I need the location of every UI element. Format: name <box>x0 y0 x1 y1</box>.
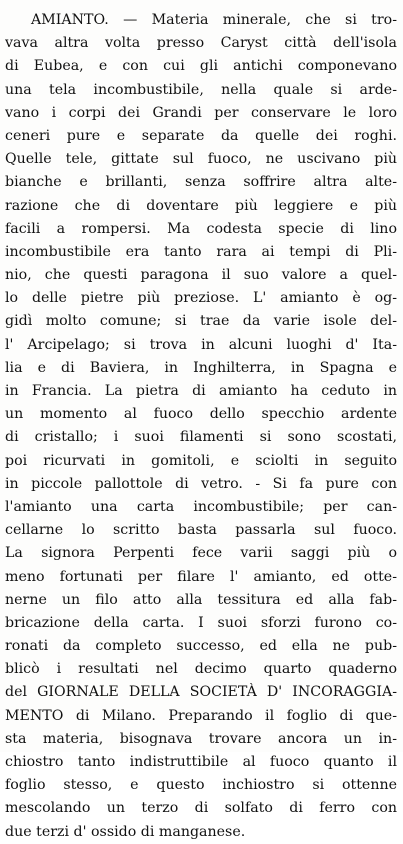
article-line: ceneri pure e separate da quelle dei roghi. <box>5 127 397 144</box>
article-line: gidì molto comune; si trae da varie isole del- <box>5 313 397 330</box>
article-line: l'amianto una carta incombustibile; per can- <box>5 498 397 515</box>
article-line: due terzi d' ossido di manganese. <box>5 823 246 840</box>
article-line: cellarne lo scritto basta passarla sul fuoco. <box>5 522 397 539</box>
article-line: facili a rompersi. Ma codesta specie di lino <box>5 220 397 237</box>
article-line: mescolando un terzo di solfato di ferro con <box>5 800 397 817</box>
article-line: una tela incombustibile, nella quale si arde- <box>5 81 397 98</box>
article-line: sta materia, bisognava trovare ancora un in- <box>5 730 397 747</box>
article-line: del GIORNALE DELLA SOCIETÀ D' INCORAGGIA- <box>5 684 397 701</box>
article-line: foglio stesso, e questo inchiostro si ottenne <box>5 777 397 794</box>
article-line: ronati da completo successo, ed ella ne pub- <box>5 638 397 655</box>
article-line: MENTO di Milano. Preparando il foglio di que- <box>5 707 397 724</box>
article-line: di Eubea, e con cui gli antichi componevano <box>5 58 397 75</box>
article-line: blicò i resultati nel decimo quarto quaderno <box>5 661 397 678</box>
article-line: AMIANTO. — Materia minerale, che si tro- <box>31 12 397 28</box>
article-line: di cristallo; i suoi filamenti si sono scostati, <box>5 429 397 446</box>
article-line: l' Arcipelago; si trova in alcuni luoghi d' Ita- <box>5 336 397 353</box>
article-line: lia e di Baviera, in Inghilterra, in Spagna e <box>5 359 397 376</box>
article-line: razione che di doventare più leggiere e più <box>5 197 397 214</box>
article-line: in Francia. La pietra di amianto ha ceduto in <box>5 383 397 399</box>
article-line: Quelle tele, gittate sul fuoco, ne uscivano più <box>5 151 397 168</box>
article-line: poi ricurvati in gomitoli, e sciolti in seguito <box>5 452 397 469</box>
article-line: bricazione della carta. I suoi sforzi furono co- <box>5 614 397 631</box>
amianto-article <box>5 9 397 844</box>
article-line: nerne un filo atto alla tessitura ed alla fab- <box>5 591 397 608</box>
article-line: un momento al fuoco dello specchio ardente <box>5 406 397 423</box>
article-line: vano i corpi dei Grandi per conservare le loro <box>5 104 397 121</box>
article-line: La signora Perpenti fece varii saggi più o <box>5 545 397 562</box>
article-line: incombustibile era tanto rara ai tempi di Pli- <box>5 243 397 260</box>
article-line: nio, che questi paragona il suo valore a quel- <box>5 267 397 284</box>
article-line: in piccole pallottole di vetro. - Si fa pure con <box>5 475 397 492</box>
article-line: lo delle pietre più preziose. L' amianto è og- <box>5 290 397 307</box>
article-line: meno fortunati per filare l' amianto, ed otte- <box>5 568 397 585</box>
article-line: vava altra volta presso Caryst città dell'isola <box>5 35 397 52</box>
article-line: bianche e brillanti, senza soffrire altra alte- <box>5 174 397 191</box>
article-line: chiostro tanto indistruttibile al fuoco quanto il <box>5 754 397 770</box>
